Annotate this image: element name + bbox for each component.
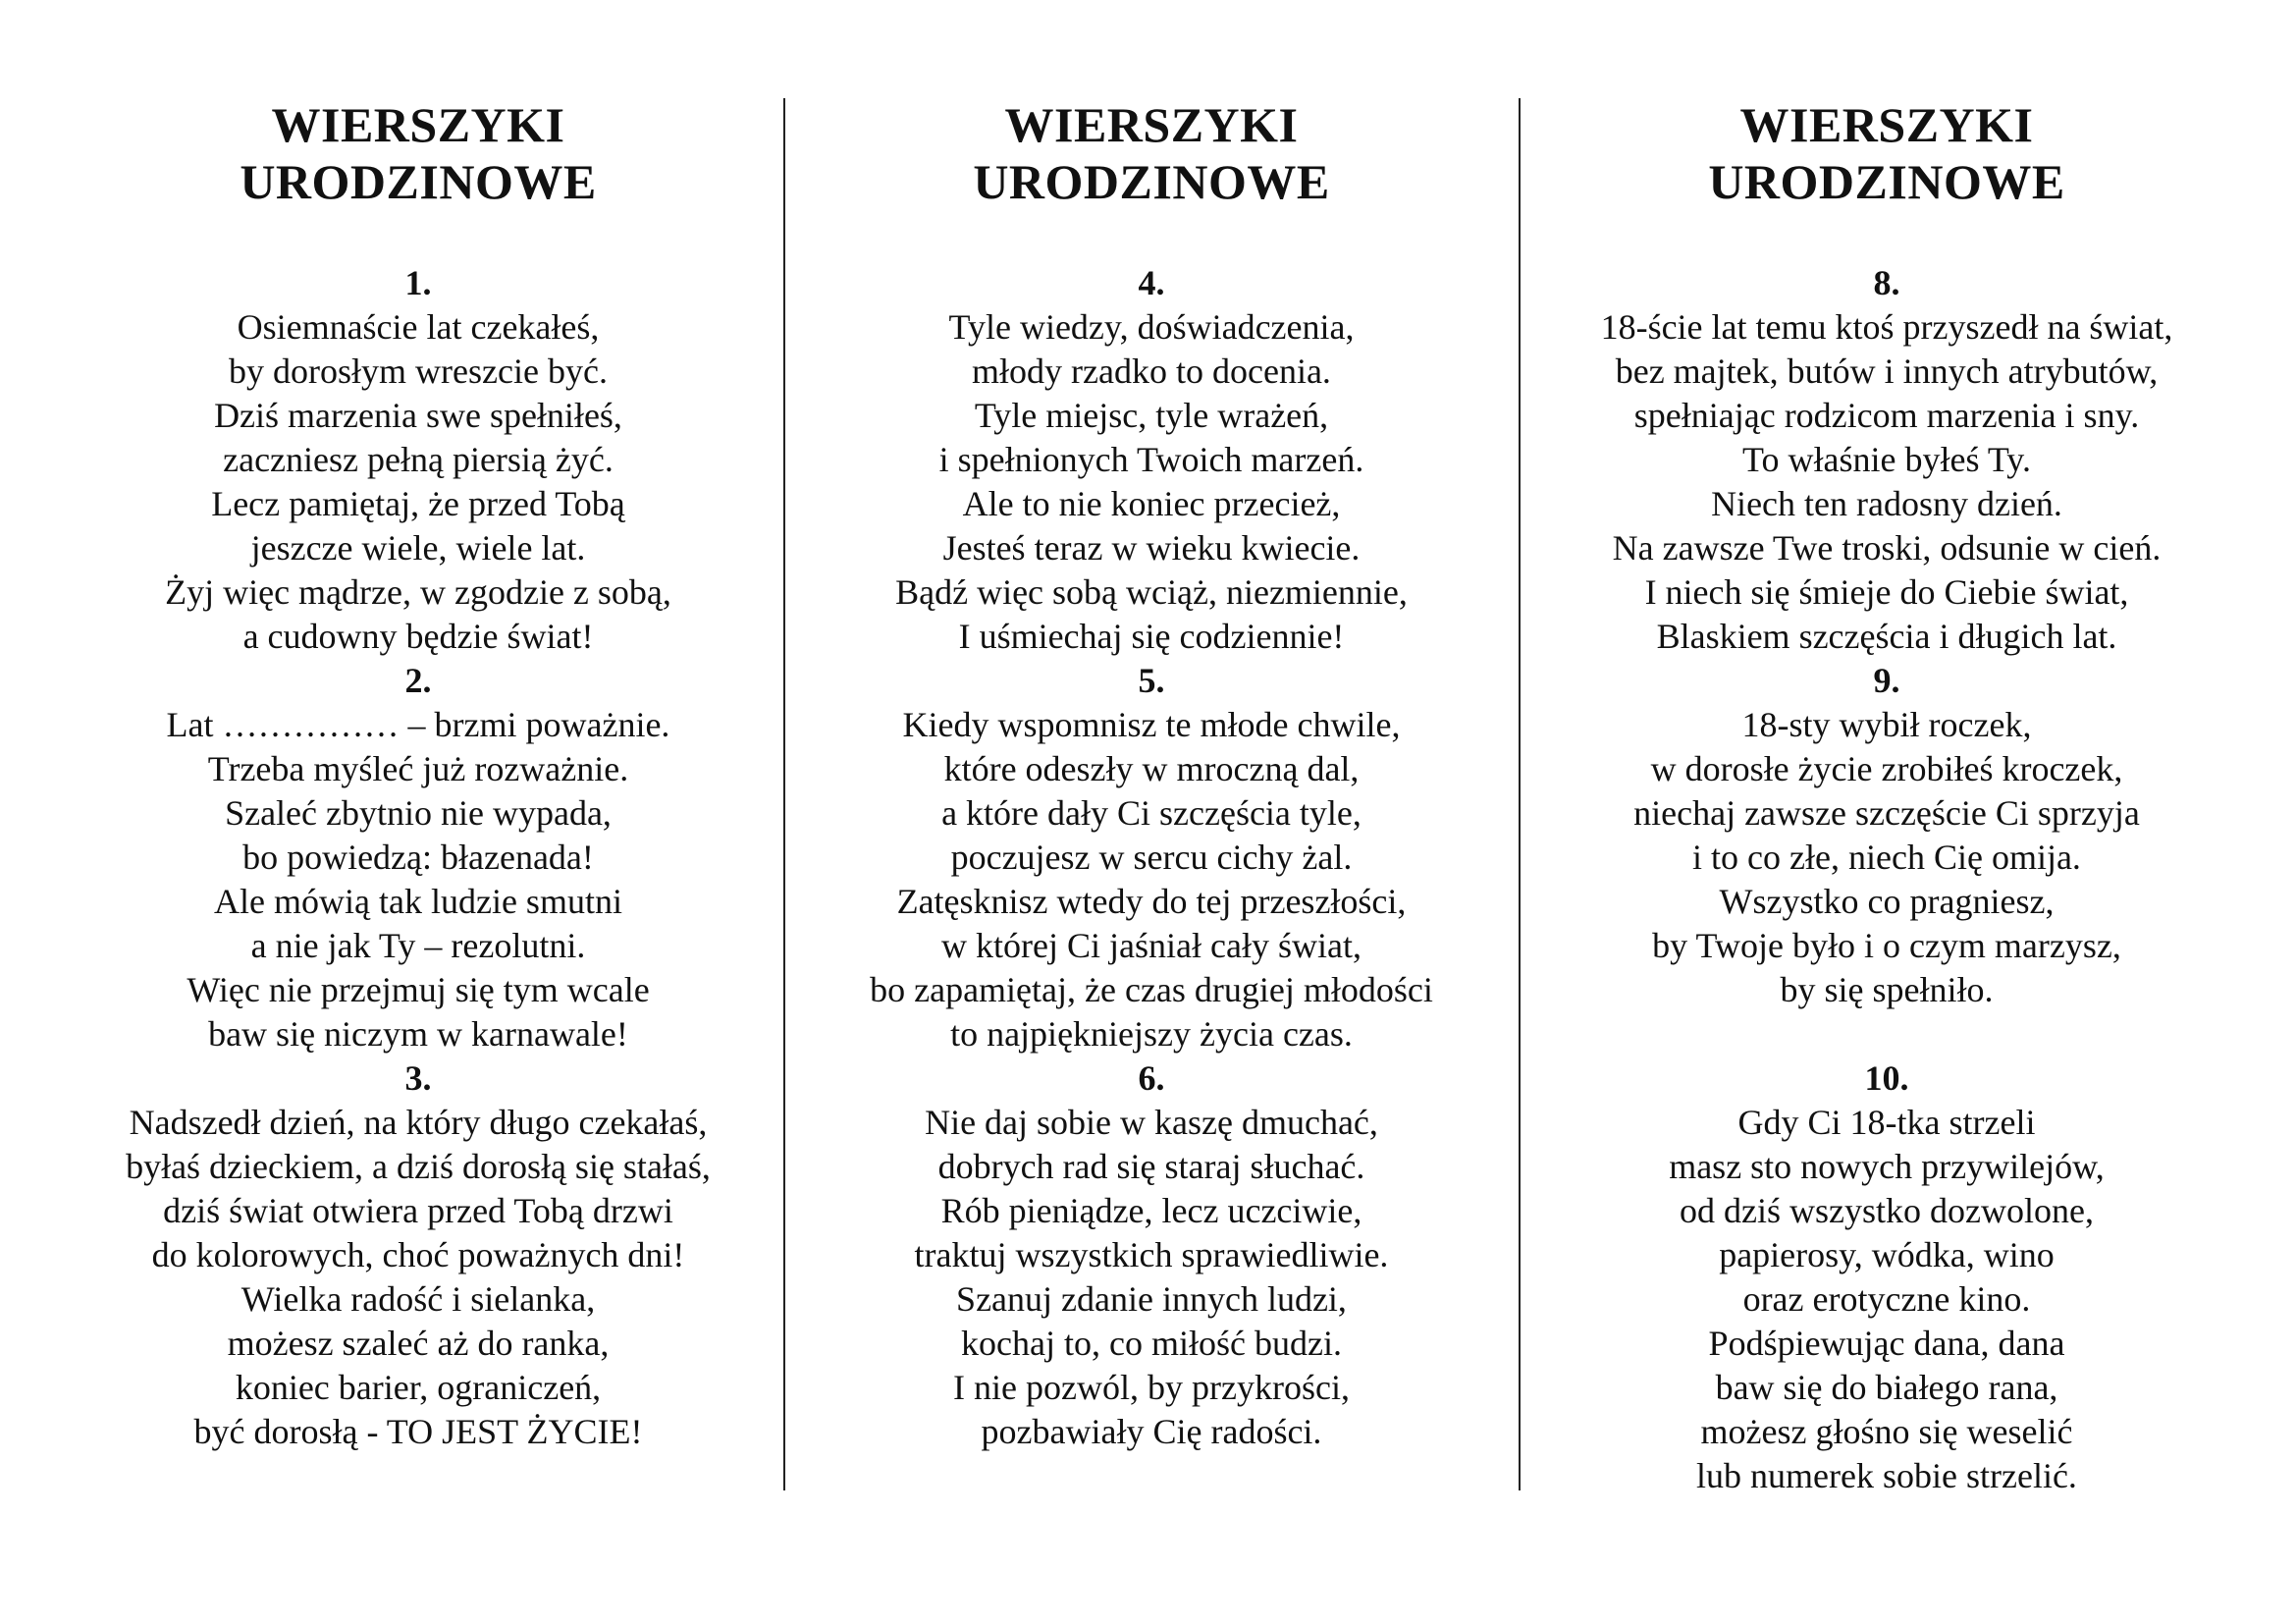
poem-line: Lat …………… – brzmi poważnie. <box>166 705 670 744</box>
poem-line: Lecz pamiętaj, że przed Tobą <box>211 484 625 523</box>
poem-line: w której Ci jaśniał cały świat, <box>941 926 1362 965</box>
stanza-spacer <box>1543 1012 2230 1056</box>
poem-line: byłaś dzieckiem, a dziś dorosłą się stałaś, <box>126 1147 711 1186</box>
poem-line: możesz szaleć aż do ranka, <box>227 1324 610 1363</box>
poem-line: Nadszedł dzień, na który długo czekałaś, <box>129 1103 708 1142</box>
poem-line: Gdy Ci 18-tka strzeli <box>1737 1103 2036 1142</box>
poem-line: Bądź więc sobą wciąż, niezmiennie, <box>895 572 1408 612</box>
column-divider <box>1519 98 1521 1490</box>
poem-line: I nie pozwól, by przykrości, <box>953 1368 1350 1407</box>
poem-line: dziś świat otwiera przed Tobą drzwi <box>163 1191 673 1230</box>
poem-line: Blaskiem szczęścia i długich lat. <box>1656 617 2117 656</box>
poem-line: a które dały Ci szczęścia tyle, <box>941 793 1362 833</box>
poem-line: koniec barier, ograniczeń, <box>235 1368 602 1407</box>
poem-line: jeszcze wiele, wiele lat. <box>250 528 586 568</box>
column-title-line2: URODZINOWE <box>973 154 1330 209</box>
poem-line: Nie daj sobie w kaszę dmuchać, <box>925 1103 1378 1142</box>
poem-line: bo zapamiętaj, że czas drugiej młodości <box>870 970 1433 1009</box>
poem-line: niechaj zawsze szczęście Ci sprzyja <box>1633 793 2140 833</box>
poem-line: I uśmiechaj się codziennie! <box>958 617 1345 656</box>
poem-line: od dziś wszystko dozwolone, <box>1680 1191 2094 1230</box>
poem-number: 9. <box>1873 661 1900 700</box>
poem-number: 6. <box>1138 1058 1165 1098</box>
poem-line: Tyle miejsc, tyle wrażeń, <box>974 396 1329 435</box>
poem-line: Rób pieniądze, lecz uczciwie, <box>940 1191 1362 1230</box>
poem-line: które odeszły w mroczną dal, <box>943 749 1360 788</box>
poem-line: i to co złe, niech Cię omija. <box>1692 838 2081 877</box>
poem-line: Kiedy wspomnisz te młode chwile, <box>902 705 1401 744</box>
poem-line: w dorosłe życie zrobiłeś kroczek, <box>1650 749 2123 788</box>
poem-column-2 <box>808 96 1495 1454</box>
poem-line: papierosy, wódka, wino <box>1719 1235 2055 1274</box>
poem-line: Tyle wiedzy, doświadczenia, <box>948 307 1355 347</box>
poem-line: by się spełniło. <box>1780 970 1994 1009</box>
poem-column-3 <box>1543 96 2230 1498</box>
poem-line: oraz erotyczne kino. <box>1742 1279 2031 1319</box>
poem-line: i spełnionych Twoich marzeń. <box>938 440 1364 479</box>
poem-line: to najpiękniejszy życia czas. <box>950 1014 1353 1054</box>
poem-line: masz sto nowych przywilejów, <box>1669 1147 2105 1186</box>
poem-number: 4. <box>1138 263 1165 302</box>
poem-line: Wszystko co pragniesz, <box>1719 882 2055 921</box>
poem-number: 8. <box>1873 263 1900 302</box>
column-title-line1: WIERSZYKI <box>1004 97 1299 152</box>
poem-line: a nie jak Ty – rezolutni. <box>250 926 586 965</box>
poem-line: traktuj wszystkich sprawiedliwie. <box>914 1235 1389 1274</box>
column-title-line2: URODZINOWE <box>240 154 597 209</box>
poem-line: być dorosłą - TO JEST ŻYCIE! <box>193 1412 643 1451</box>
poem-line: Wielka radość i sielanka, <box>240 1279 596 1319</box>
column-title-line1: WIERSZYKI <box>1739 97 2034 152</box>
poem-number: 1. <box>404 263 432 302</box>
poem-line: bo powiedzą: błazenada! <box>242 838 594 877</box>
poem-line: kochaj to, co miłość budzi. <box>961 1324 1342 1363</box>
poem-line: Na zawsze Twe troski, odsunie w cień. <box>1612 528 2162 568</box>
poem-line: zaczniesz pełną piersią żyć. <box>223 440 614 479</box>
poem-line: a cudowny będzie świat! <box>242 617 594 656</box>
poem-line: Ale mówią tak ludzie smutni <box>214 882 622 921</box>
poem-number: 3. <box>404 1058 432 1098</box>
poem-line: I niech się śmieje do Ciebie świat, <box>1644 572 2129 612</box>
poem-line: baw się do białego rana, <box>1715 1368 2058 1407</box>
poem-line: baw się niczym w karnawale! <box>208 1014 628 1054</box>
column-divider <box>783 98 785 1490</box>
poem-line: Szaleć zbytnio nie wypada, <box>225 793 612 833</box>
poem-line: 18-ście lat temu ktoś przyszedł na świat, <box>1600 307 2173 347</box>
poem-line: spełniając rodzicom marzenia i sny. <box>1633 396 2140 435</box>
poem-line: lub numerek sobie strzelić. <box>1696 1456 2077 1495</box>
poem-line: bez majtek, butów i innych atrybutów, <box>1615 352 2159 391</box>
poem-line: by Twoje było i o czym marzysz, <box>1652 926 2121 965</box>
poem-line: Dziś marzenia swe spełniłeś, <box>214 396 622 435</box>
column-title-line1: WIERSZYKI <box>271 97 565 152</box>
poem-line: Ale to nie koniec przecież, <box>962 484 1341 523</box>
poem-line: do kolorowych, choć poważnych dni! <box>151 1235 685 1274</box>
poem-column-1 <box>75 96 762 1454</box>
poem-line: Jesteś teraz w wieku kwiecie. <box>942 528 1361 568</box>
poem-number: 2. <box>404 661 432 700</box>
poem-line: To właśnie byłeś Ty. <box>1742 440 2031 479</box>
poem-line: Więc nie przejmuj się tym wcale <box>187 970 650 1009</box>
poem-line: młody rzadko to docenia. <box>972 352 1331 391</box>
poem-line: Niech ten radosny dzień. <box>1711 484 2062 523</box>
poem-line: Szanuj zdanie innych ludzi, <box>956 1279 1347 1319</box>
poem-line: Żyj więc mądrze, w zgodzie z sobą, <box>165 572 671 612</box>
poem-line: poczujesz w sercu cichy żal. <box>950 838 1353 877</box>
poem-line: Zatęsknisz wtedy do tej przeszłości, <box>896 882 1407 921</box>
poem-line: by dorosłym wreszcie być. <box>229 352 608 391</box>
poem-line: 18-sty wybił roczek, <box>1741 705 2032 744</box>
poem-line: Trzeba myśleć już rozważnie. <box>207 749 629 788</box>
poem-line: dobrych rad się staraj słuchać. <box>937 1147 1365 1186</box>
column-title-line2: URODZINOWE <box>1708 154 2065 209</box>
poem-line: możesz głośno się weselić <box>1700 1412 2073 1451</box>
poem-line: Podśpiewując dana, dana <box>1708 1324 2065 1363</box>
poem-number: 5. <box>1138 661 1165 700</box>
poem-number: 10. <box>1864 1058 1909 1098</box>
poem-line: Osiemnaście lat czekałeś, <box>237 307 600 347</box>
poem-line: pozbawiały Cię radości. <box>981 1412 1322 1451</box>
